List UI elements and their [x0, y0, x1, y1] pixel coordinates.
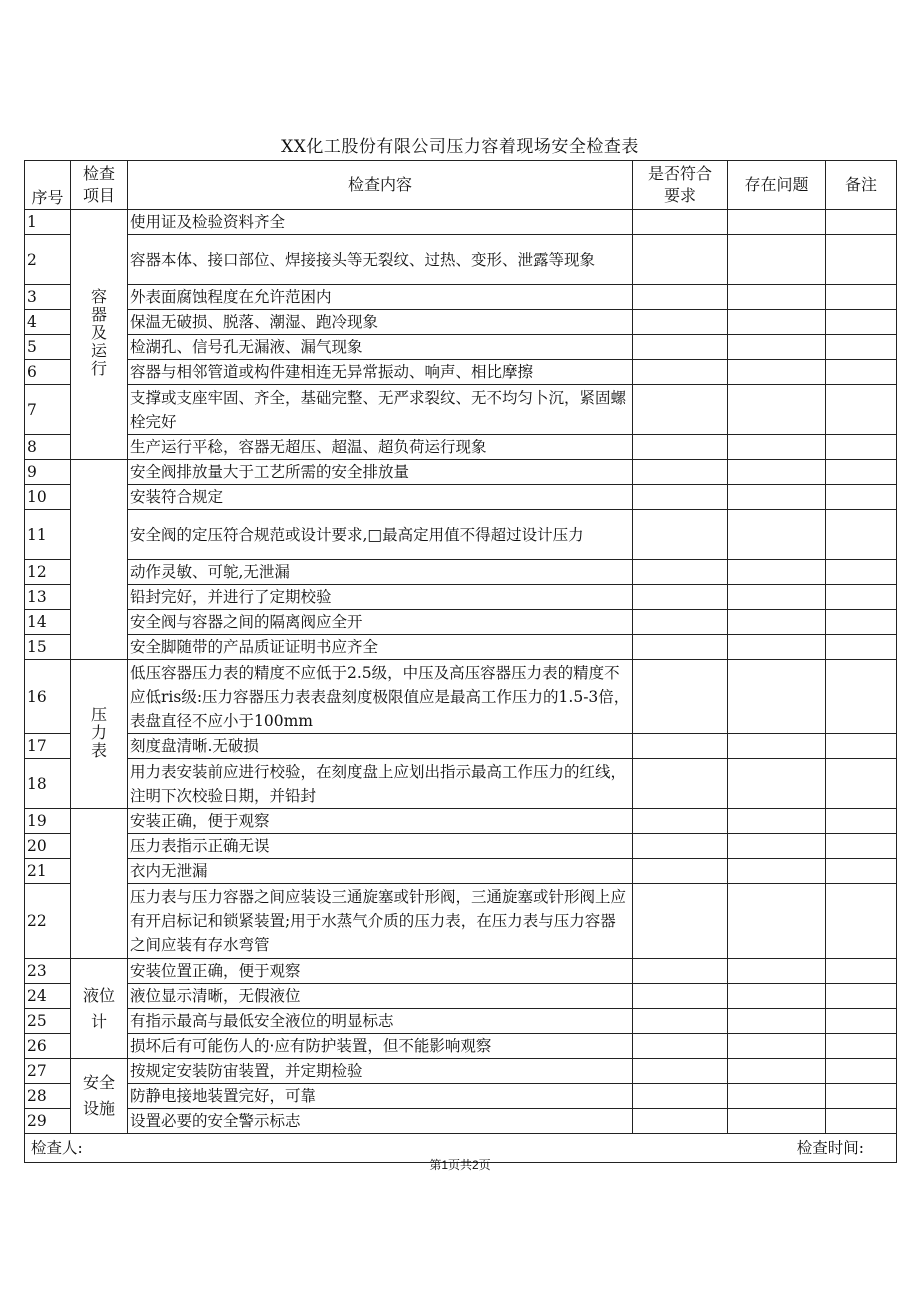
inspector-label: 检查人:: [31, 1139, 83, 1157]
remarks-cell[interactable]: [826, 759, 897, 809]
row-content: 衣内无泄漏: [128, 859, 633, 884]
remarks-cell[interactable]: [826, 859, 897, 884]
compliant-cell[interactable]: [633, 360, 728, 385]
table-row: [25, 460, 897, 485]
row-num: 17: [25, 734, 71, 759]
remarks-cell[interactable]: [826, 285, 897, 310]
row-content: 外表面腐蚀程度在允许范困内: [128, 285, 633, 310]
category-gauge-install: [71, 809, 128, 959]
page-title: XX化工股份有限公司压力容着现场安全检查表: [281, 137, 639, 157]
issues-cell[interactable]: [728, 859, 826, 884]
row-num: 6: [25, 360, 71, 385]
row-content: 按规定安装防宙装置，并定期检验: [128, 1059, 633, 1084]
row-num: 13: [25, 585, 71, 610]
issues-cell[interactable]: [728, 959, 826, 984]
compliant-cell[interactable]: [633, 385, 728, 435]
row-num: 21: [25, 859, 71, 884]
table-row: [25, 834, 897, 859]
remarks-cell[interactable]: [826, 435, 897, 460]
table-row: [25, 809, 897, 834]
issues-cell[interactable]: [728, 235, 826, 285]
row-content: 安全阀与容器之间的隔离阀应全开: [128, 610, 633, 635]
row-content: 保温无破损、脱落、潮湿、跑冷现象: [128, 310, 633, 335]
table-row: [25, 610, 897, 635]
row-content: 安全脚随带的产品质证证明书应齐全: [128, 635, 633, 660]
row-content: 低压容器压力表的精度不应低于2.5级，中压及高压容器压力表的精度不应低ris级:压力容器压力表表盘刻度极限值应是最高工作压力的1.5-3倍，表盘直径不应小于100mm: [128, 660, 633, 734]
compliant-cell[interactable]: [633, 859, 728, 884]
remarks-cell[interactable]: [826, 660, 897, 734]
row-num: 22: [25, 884, 71, 959]
table-row: [25, 959, 897, 984]
row-num: 8: [25, 435, 71, 460]
row-content: 动作灵敏、可鸵,无泄漏: [128, 560, 633, 585]
row-num: 12: [25, 560, 71, 585]
compliant-cell[interactable]: [633, 510, 728, 560]
compliant-cell[interactable]: [633, 1059, 728, 1084]
row-num: 26: [25, 1034, 71, 1059]
remarks-cell[interactable]: [826, 610, 897, 635]
issues-cell[interactable]: [728, 1084, 826, 1109]
row-content: 安全阀的定压符合规范或设计要求,□最高定用值不得超过设计压力: [128, 510, 633, 560]
compliant-cell[interactable]: [633, 460, 728, 485]
header-category: 检查项目: [71, 161, 128, 210]
table-row: [25, 635, 897, 660]
issues-cell[interactable]: [728, 610, 826, 635]
table-row: [25, 859, 897, 884]
remarks-cell[interactable]: [826, 984, 897, 1009]
row-content: 设置必要的安全警示标志: [128, 1109, 633, 1134]
row-num: 15: [25, 635, 71, 660]
issues-cell[interactable]: [728, 1009, 826, 1034]
issues-cell[interactable]: [728, 360, 826, 385]
row-content: 安装位置正确，便于观察: [128, 959, 633, 984]
category-safety: 安全设施: [71, 1059, 128, 1134]
row-num: 5: [25, 335, 71, 360]
table-row: [25, 660, 897, 734]
row-content: 安装正确，便于观察: [128, 809, 633, 834]
issues-cell[interactable]: [728, 660, 826, 734]
row-content: 容器与相邻管道或构件建相连无异常振动、响声、相比摩擦: [128, 360, 633, 385]
compliant-cell[interactable]: [633, 635, 728, 660]
table-row: [25, 984, 897, 1009]
header-content: 检查内容: [128, 161, 633, 210]
table-row: [25, 510, 897, 560]
header-remarks: 备注: [826, 161, 897, 210]
issues-cell[interactable]: [728, 809, 826, 834]
issues-cell[interactable]: [728, 485, 826, 510]
header-compliant: 是否符合要求: [633, 161, 728, 210]
row-content: 有指示最高与最低安全液位的明显标志: [128, 1009, 633, 1034]
row-content: 压力表指示正确无误: [128, 834, 633, 859]
compliant-cell[interactable]: [633, 1109, 728, 1134]
remarks-cell[interactable]: [826, 1109, 897, 1134]
remarks-cell[interactable]: [826, 460, 897, 485]
row-num: 11: [25, 510, 71, 560]
header-row: [25, 161, 897, 210]
page-indicator: 第1页共2页: [429, 1158, 491, 1172]
remarks-cell[interactable]: [826, 385, 897, 435]
remarks-cell[interactable]: [826, 210, 897, 235]
table-row: [25, 285, 897, 310]
row-num: 29: [25, 1109, 71, 1134]
table-row: [25, 310, 897, 335]
row-num: 14: [25, 610, 71, 635]
row-num: 24: [25, 984, 71, 1009]
issues-cell[interactable]: [728, 834, 826, 859]
row-num: 27: [25, 1059, 71, 1084]
issues-cell[interactable]: [728, 210, 826, 235]
compliant-cell[interactable]: [633, 834, 728, 859]
remarks-cell[interactable]: [826, 1059, 897, 1084]
row-num: 25: [25, 1009, 71, 1034]
table-row: [25, 1034, 897, 1059]
row-num: 1: [25, 210, 71, 235]
remarks-cell[interactable]: [826, 734, 897, 759]
remarks-cell[interactable]: [826, 809, 897, 834]
row-num: 16: [25, 660, 71, 734]
remarks-cell[interactable]: [826, 1009, 897, 1034]
table-row: [25, 435, 897, 460]
table-row: [25, 335, 897, 360]
compliant-cell[interactable]: [633, 759, 728, 809]
compliant-cell[interactable]: [633, 210, 728, 235]
table-row: [25, 560, 897, 585]
remarks-cell[interactable]: [826, 235, 897, 285]
row-content: 用力表安装前应进行校验，在刻度盘上应划出指示最高工作压力的红线，注明下次校验日期，并铅封: [128, 759, 633, 809]
table-row: [25, 1109, 897, 1134]
checklist-table: [24, 160, 897, 1163]
row-content: 检湖孔、信号孔无漏液、漏气现象: [128, 335, 633, 360]
compliant-cell[interactable]: [633, 335, 728, 360]
issues-cell[interactable]: [728, 635, 826, 660]
row-content: 刻度盘清晰.无破损: [128, 734, 633, 759]
remarks-cell[interactable]: [826, 959, 897, 984]
table-row: [25, 759, 897, 809]
compliant-cell[interactable]: [633, 585, 728, 610]
issues-cell[interactable]: [728, 335, 826, 360]
header-issues: 存在问题: [728, 161, 826, 210]
compliant-cell[interactable]: [633, 884, 728, 959]
compliant-cell[interactable]: [633, 660, 728, 734]
remarks-cell[interactable]: [826, 884, 897, 959]
row-num: 3: [25, 285, 71, 310]
row-num: 19: [25, 809, 71, 834]
compliant-cell[interactable]: [633, 285, 728, 310]
remarks-cell[interactable]: [826, 335, 897, 360]
table-row: [25, 1009, 897, 1034]
compliant-cell[interactable]: [633, 1034, 728, 1059]
compliant-cell[interactable]: [633, 959, 728, 984]
row-content: 防静电接地装置完好，可靠: [128, 1084, 633, 1109]
table-row: [25, 1084, 897, 1109]
row-content: 支撑或支座牢固、齐全，基础完整、无严求裂纹、无不均匀卜沉，紧固螺栓完好: [128, 385, 633, 435]
compliant-cell[interactable]: [633, 984, 728, 1009]
table-row: [25, 235, 897, 285]
row-num: 28: [25, 1084, 71, 1109]
issues-cell[interactable]: [728, 1059, 826, 1084]
issues-cell[interactable]: [728, 734, 826, 759]
issues-cell[interactable]: [728, 984, 826, 1009]
row-num: 7: [25, 385, 71, 435]
remarks-cell[interactable]: [826, 510, 897, 560]
issues-cell[interactable]: [728, 759, 826, 809]
compliant-cell[interactable]: [633, 734, 728, 759]
issues-cell[interactable]: [728, 1109, 826, 1134]
issues-cell[interactable]: [728, 884, 826, 959]
row-content: 使用证及检验资料齐全: [128, 210, 633, 235]
issues-cell[interactable]: [728, 560, 826, 585]
remarks-cell[interactable]: [826, 1084, 897, 1109]
issues-cell[interactable]: [728, 585, 826, 610]
table-row: [25, 884, 897, 959]
remarks-cell[interactable]: [826, 585, 897, 610]
table-row: [25, 1059, 897, 1084]
remarks-cell[interactable]: [826, 485, 897, 510]
category-safety-valve: [71, 460, 128, 660]
compliant-cell[interactable]: [633, 610, 728, 635]
row-num: 18: [25, 759, 71, 809]
row-content: 压力表与压力容器之间应装设三通旋塞或针形阀，三通旋塞或针形阀上应有开启标记和锁紧装置;用于水蒸气介质的压力表，在压力表与压力容器之间应装有存水弯管: [128, 884, 633, 959]
table-row: [25, 360, 897, 385]
issues-cell[interactable]: [728, 460, 826, 485]
remarks-cell[interactable]: [826, 635, 897, 660]
compliant-cell[interactable]: [633, 1084, 728, 1109]
row-content: 损坏后有可能伤人的·应有防护装置，但不能影响观察: [128, 1034, 633, 1059]
table-row: [25, 385, 897, 435]
row-num: 20: [25, 834, 71, 859]
row-content: 铅封完好，并进行了定期校验: [128, 585, 633, 610]
issues-cell[interactable]: [728, 310, 826, 335]
row-num: 4: [25, 310, 71, 335]
issues-cell[interactable]: [728, 435, 826, 460]
row-content: 液位显示清晰，无假液位: [128, 984, 633, 1009]
table-row: [25, 485, 897, 510]
remarks-cell[interactable]: [826, 834, 897, 859]
row-num: 23: [25, 959, 71, 984]
row-content: 容器本体、接口部位、焊接接头等无裂纹、过热、变形、泄露等现象: [128, 235, 633, 285]
issues-cell[interactable]: [728, 285, 826, 310]
category-gauge: 压力表: [71, 660, 128, 809]
compliant-cell[interactable]: [633, 1009, 728, 1034]
compliant-cell[interactable]: [633, 809, 728, 834]
category-vessel: 容器及运行: [71, 210, 128, 460]
remarks-cell[interactable]: [826, 560, 897, 585]
compliant-cell[interactable]: [633, 435, 728, 460]
issues-cell[interactable]: [728, 1034, 826, 1059]
table-row: [25, 734, 897, 759]
row-num: 10: [25, 485, 71, 510]
table-row: [25, 210, 897, 235]
inspect-time-label: 检查时间:: [796, 1139, 864, 1157]
compliant-cell[interactable]: [633, 235, 728, 285]
remarks-cell[interactable]: [826, 310, 897, 335]
row-content: 生产运行平稔，容器无超压、超温、超负荷运行现象: [128, 435, 633, 460]
compliant-cell[interactable]: [633, 560, 728, 585]
remarks-cell[interactable]: [826, 360, 897, 385]
category-level: 液位计: [71, 959, 128, 1059]
compliant-cell[interactable]: [633, 485, 728, 510]
issues-cell[interactable]: [728, 510, 826, 560]
table-row: [25, 585, 897, 610]
row-content: 安装符合规定: [128, 485, 633, 510]
issues-cell[interactable]: [728, 385, 826, 435]
row-num: 9: [25, 460, 71, 485]
remarks-cell[interactable]: [826, 1034, 897, 1059]
header-num: 序号: [25, 161, 71, 210]
row-content: 安全阀排放量大于工艺所需的安全排放量: [128, 460, 633, 485]
compliant-cell[interactable]: [633, 310, 728, 335]
row-num: 2: [25, 235, 71, 285]
